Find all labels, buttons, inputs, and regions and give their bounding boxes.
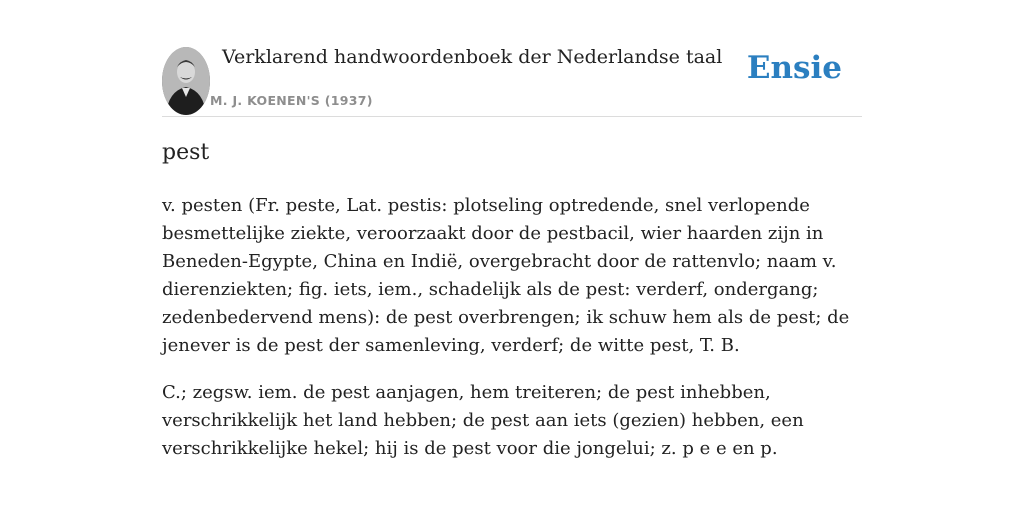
author-portrait-icon [162,47,210,115]
book-title[interactable]: Verklarend handwoordenboek der Nederlandse taal [222,46,723,68]
entry-headword: pest [162,140,210,165]
definition-paragraph: C.; zegsw. iem. de pest aanjagen, hem treiteren; de pest inhebben, verschrikkelijk het land hebben; de pest aan iets (gezien) hebben, een verschrikkelijke hekel; hij is de pest voor die jongelui; z. p e e en p. [162,382,804,459]
book-author: M. J. KOENEN'S (1937) [210,93,373,108]
dictionary-header [162,44,862,117]
ensie-logo[interactable]: Ensie [746,50,842,86]
entry-definition [162,192,866,482]
definition-paragraph: v. pesten (Fr. peste, Lat. pestis: plotseling optredende, snel verlopende besmettelijke ziekte, veroorzaakt door de pestbacil, wier haarden zijn in Beneden-Egypte, China en Indië, overgebracht door de rattenvlo; naam v. dierenziekten; fig. iets, iem., schadelijk als de pest: verderf, ondergang; zedenbedervend mens): de pest overbrengen; ik schuw hem als de pest; de jenever is de pest der samenleving, verderf; de witte pest, T. B. [162,195,850,356]
